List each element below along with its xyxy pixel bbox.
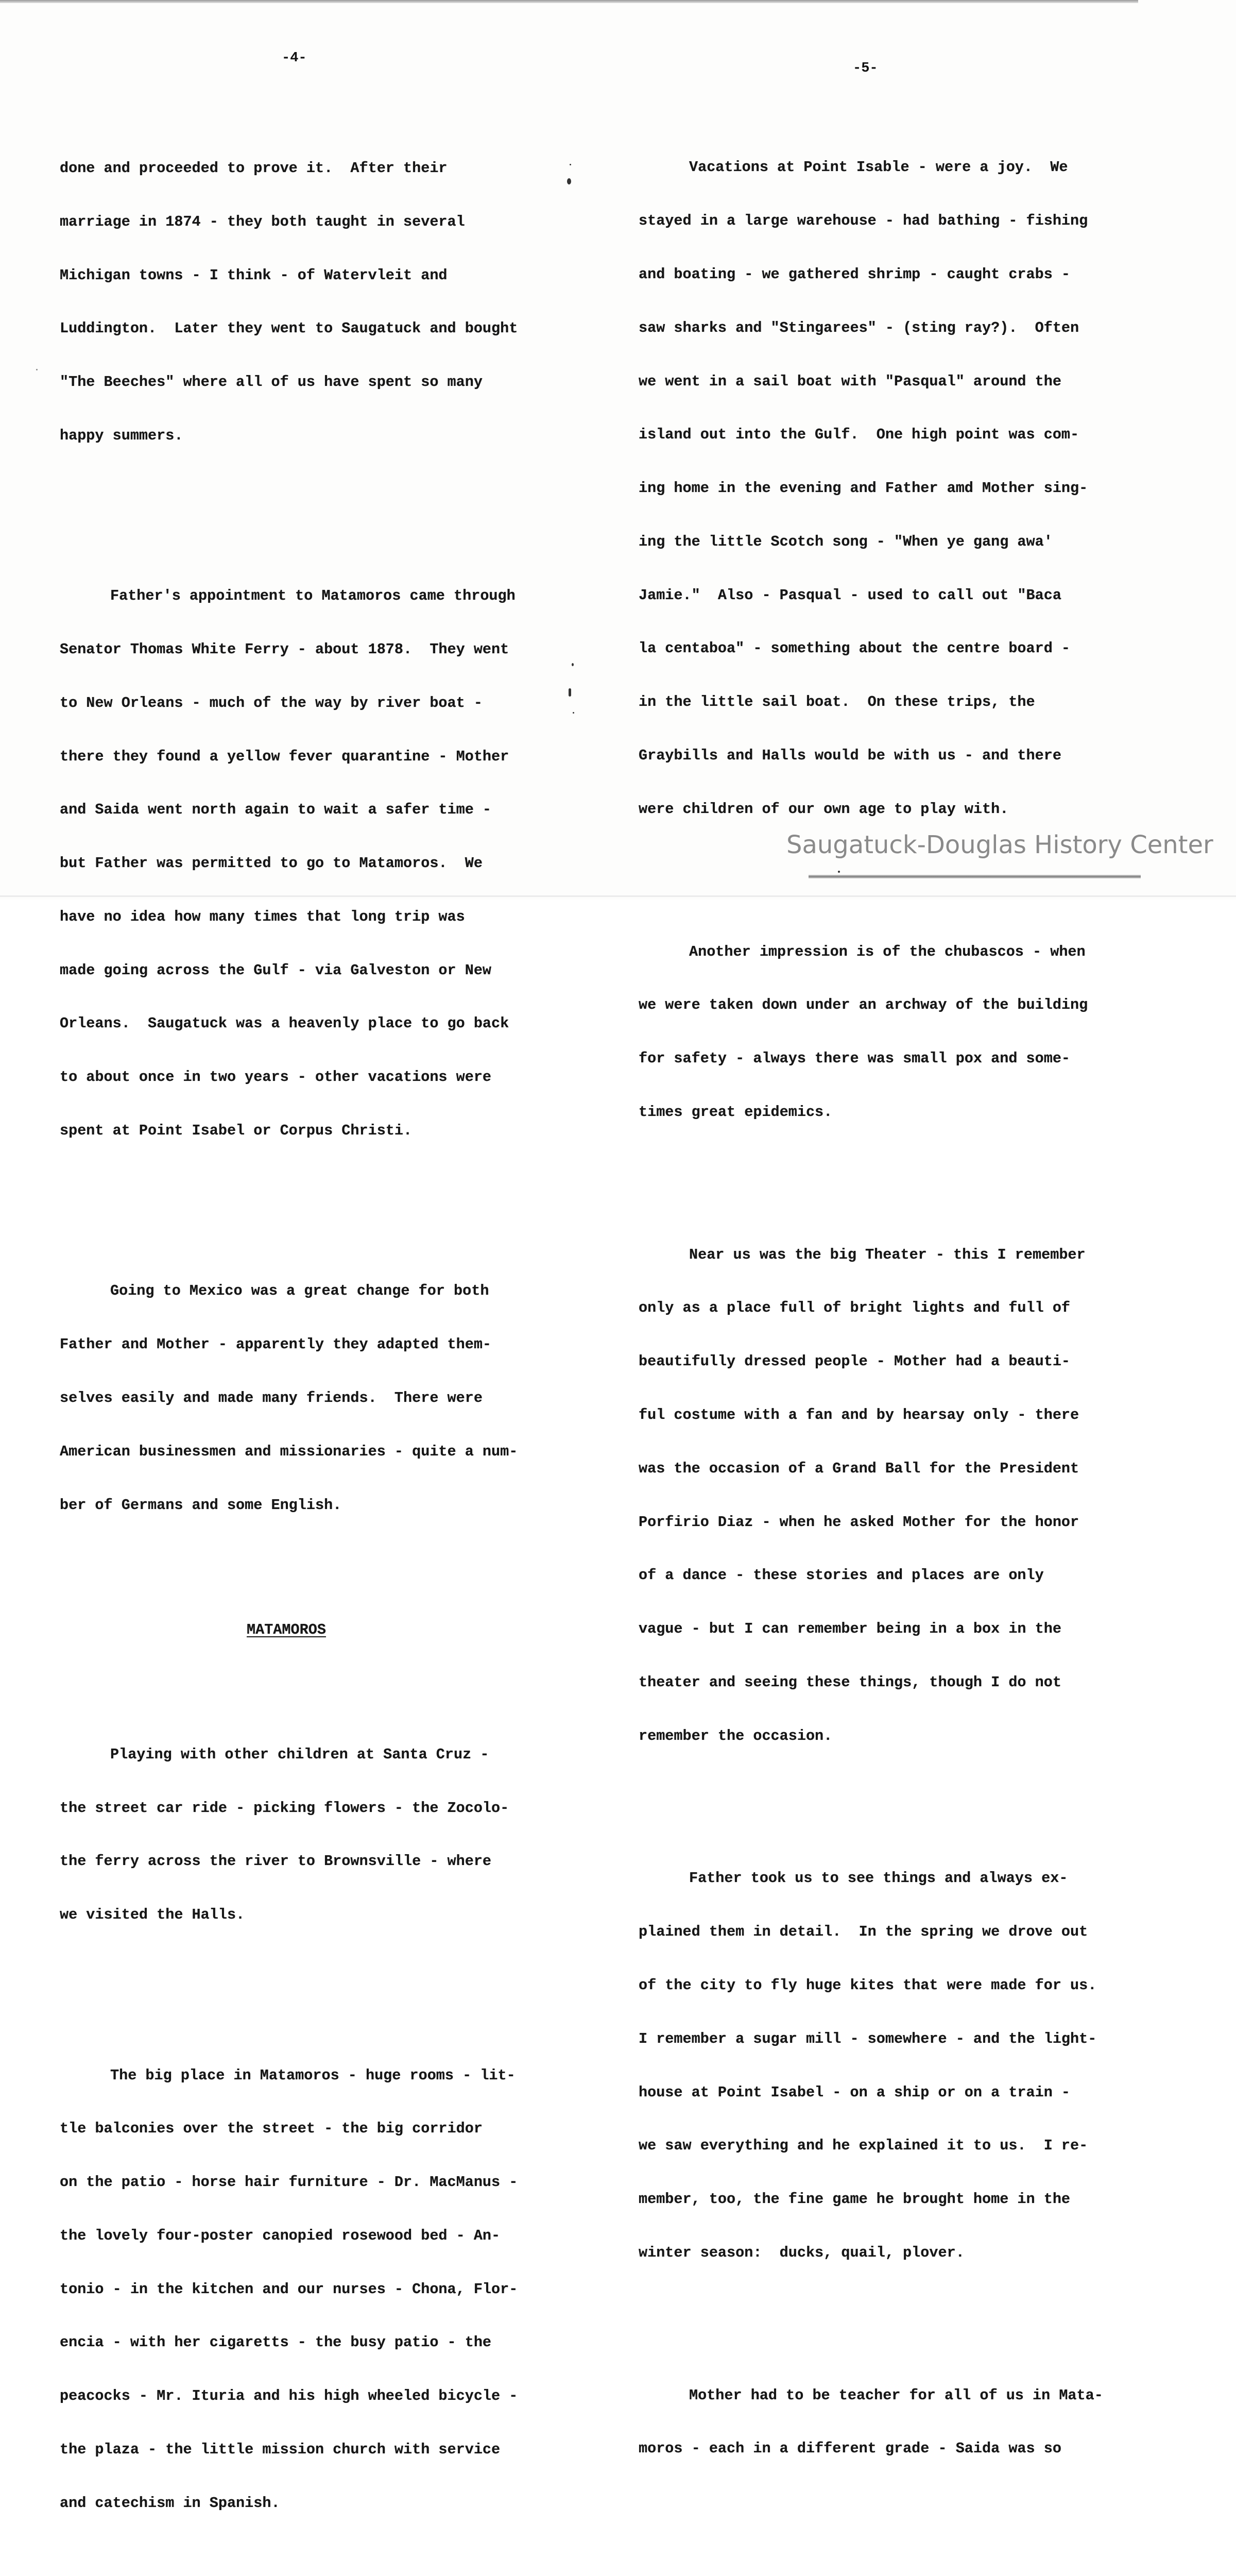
- text-line: The big place in Matamoros - huge rooms - lit-: [110, 2066, 516, 2084]
- text-line: marriage in 1874 - they both taught in several: [60, 213, 465, 230]
- text-line: Near us was the big Theater - this I remember: [689, 1246, 1086, 1263]
- section-heading: MATAMOROS: [247, 1621, 326, 1638]
- text-line: and boating - we gathered shrimp - caught crabs -: [639, 265, 1071, 283]
- text-line: la centaboa" - something about the centre board -: [639, 640, 1071, 657]
- text-line: encia - with her cigaretts - the busy patio - the: [60, 2334, 492, 2351]
- text-line: beautifully dressed people - Mother had a beauti-: [639, 1353, 1071, 1370]
- text-line: member, too, the fine game he brought home in the: [639, 2191, 1071, 2208]
- text-line: saw sharks and "Stingarees" - (sting ray?). Often: [639, 319, 1079, 336]
- paragraph: [60, 124, 534, 481]
- text-line: in the little sail boat. On these trips, the: [639, 693, 1035, 711]
- text-line: to about once in two years - other vacations were: [60, 1069, 492, 1086]
- text-line: tonio - in the kitchen and our nurses - Chona, Flor-: [60, 2280, 518, 2298]
- text-line: winter season: ducks, quail, plover.: [639, 2244, 965, 2261]
- text-line: ber of Germans and some English.: [60, 1496, 342, 1514]
- paragraph: [60, 1247, 534, 1550]
- text-line: we went in a sail boat with "Pasqual" around the: [639, 372, 1061, 390]
- paragraph: [60, 552, 534, 1176]
- text-line: and catechism in Spanish.: [60, 2494, 280, 2512]
- text-line: on the patio - horse hair furniture - Dr. MacManus -: [60, 2174, 518, 2191]
- text-line: selves easily and made many friends. There were: [60, 1389, 483, 1406]
- scan-top-edge: [0, 0, 1138, 3]
- text-line: tle balconies over the street - the big corridor: [60, 2120, 483, 2138]
- text-line: Senator Thomas White Ferry - about 1878. They went: [60, 641, 509, 658]
- text-line: of the city to fly huge kites that were made for us.: [639, 1976, 1097, 1994]
- text-line: Father took us to see things and always ex-: [689, 1870, 1068, 1887]
- text-line: "The Beeches" where all of us have spent so many: [60, 374, 483, 391]
- text-line: Father and Mother - apparently they adapted them-: [60, 1336, 492, 1353]
- text-line: Jamie." Also - Pasqual - used to call out "Baca: [639, 586, 1061, 604]
- paragraph: [60, 1710, 534, 1960]
- scan-speck: [572, 663, 574, 666]
- text-line: moros - each in a different grade - Saida was so: [639, 2440, 1061, 2458]
- text-line: but Father was permitted to go to Matamoros. We: [60, 855, 483, 872]
- text-line: Playing with other children at Santa Cruz -: [110, 1745, 489, 1763]
- text-line: to New Orleans - much of the way by river boat -: [60, 694, 483, 711]
- text-line: we saw everything and he explained it to us. I re-: [639, 2137, 1088, 2155]
- text-line: house at Point Isabel - on a ship or on a train -: [639, 2083, 1071, 2101]
- right-page-number: -5-: [853, 61, 878, 76]
- text-line: of a dance - these stories and places are only: [639, 1567, 1044, 1584]
- text-line: Going to Mexico was a great change for both: [110, 1282, 489, 1300]
- text-line: ful costume with a fan and by hearsay only - there: [639, 1406, 1079, 1423]
- text-line: American businessmen and missionaries - quite a num-: [60, 1443, 518, 1460]
- text-line: stayed in a large warehouse - had bathing - fishing: [639, 212, 1088, 230]
- text-line: Another impression is of the chubascos - when: [689, 943, 1086, 960]
- text-line: the lovely four-poster canopied rosewood bed - An-: [60, 2227, 501, 2244]
- text-line: theater and seeing these things, though I do not: [639, 1673, 1061, 1691]
- text-line: Porfirio Diaz - when he asked Mother for the honor: [639, 1513, 1079, 1531]
- text-line: Father's appointment to Matamoros came through: [110, 587, 516, 605]
- text-line: there they found a yellow fever quarantine - Mother: [60, 748, 509, 765]
- text-line: Luddington. Later they went to Saugatuck and bought: [60, 320, 518, 337]
- text-line: ing home in the evening and Father amd Mother sing-: [639, 480, 1088, 497]
- text-line: the plaza - the little mission church with service: [60, 2441, 501, 2458]
- text-line: we visited the Halls.: [60, 1906, 245, 1924]
- text-line: only as a place full of bright lights and full of: [639, 1299, 1071, 1317]
- text-line: made going across the Gulf - via Galveston or New: [60, 961, 492, 979]
- staple-mark: [569, 688, 571, 697]
- paragraph: [639, 123, 1112, 854]
- staple-mark: [567, 178, 571, 184]
- text-line: Vacations at Point Isable - were a joy. We: [689, 159, 1068, 176]
- paragraph: [639, 907, 1112, 1157]
- text-line: was the occasion of a Grand Ball for the President: [639, 1460, 1079, 1477]
- text-line: vague - but I can remember being in a box in the: [639, 1620, 1061, 1638]
- text-line: we were taken down under an archway of the building: [639, 996, 1088, 1014]
- text-line: Michigan towns - I think - of Watervleit and: [60, 266, 448, 284]
- text-line: were children of our own age to play with.: [639, 800, 1009, 818]
- text-line: done and proceeded to prove it. After their: [60, 159, 448, 177]
- left-page-number: -4-: [282, 50, 307, 66]
- right-page-text: [639, 88, 1112, 2547]
- text-line: the ferry across the river to Brownsville - where: [60, 1853, 492, 1870]
- text-line: for safety - always there was small pox and some-: [639, 1050, 1071, 1067]
- paragraph: [639, 1210, 1112, 1781]
- text-line: island out into the Gulf. One high point was com-: [639, 426, 1079, 444]
- text-line: times great epidemics.: [639, 1103, 833, 1121]
- text-line: plained them in detail. In the spring we drove out: [639, 1923, 1088, 1941]
- text-line: happy summers.: [60, 427, 183, 444]
- text-line: Graybills and Halls would be with us - and there: [639, 747, 1061, 764]
- text-line: Orleans. Saugatuck was a heavenly place to go back: [60, 1015, 509, 1032]
- left-page-text: [60, 71, 534, 2576]
- scan-speck: [36, 369, 38, 370]
- text-line: ing the little Scotch song - "When ye gang awa': [639, 533, 1053, 550]
- scan-speck: [570, 164, 571, 165]
- text-line: I remember a sugar mill - somewhere - and the light-: [639, 2030, 1097, 2047]
- paragraph: [60, 2031, 534, 2548]
- text-line: peacocks - Mr. Ituria and his high wheeled bicycle -: [60, 2387, 518, 2405]
- text-line: the street car ride - picking flowers - the Zocolo-: [60, 1799, 509, 1817]
- text-line: spent at Point Isabel or Corpus Christi.: [60, 1122, 413, 1140]
- text-line: and Saida went north again to wait a safer time -: [60, 801, 492, 819]
- watermark: Saugatuck-Douglas History Center: [786, 831, 1213, 859]
- scan-speck: [573, 712, 574, 714]
- text-line: Mother had to be teacher for all of us in Mata-: [689, 2386, 1103, 2404]
- paragraph: [639, 1834, 1112, 2297]
- text-line: remember the occasion.: [639, 1727, 833, 1744]
- paragraph: [639, 2351, 1112, 2494]
- text-line: have no idea how many times that long trip was: [60, 908, 465, 925]
- scan-speck: [838, 871, 840, 873]
